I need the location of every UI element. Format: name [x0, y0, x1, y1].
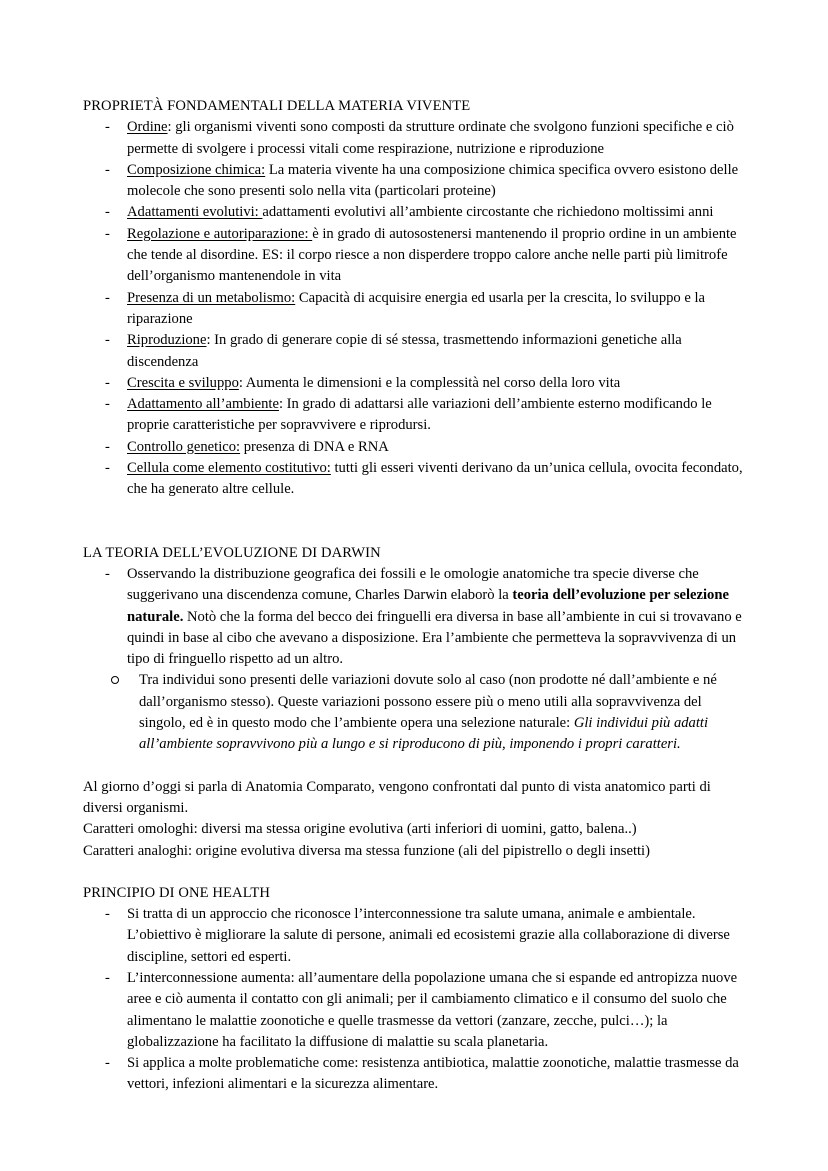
- list-item: [83, 437, 750, 458]
- bullet-dash-icon: -: [105, 438, 110, 455]
- paragraph-anatomia-comparato: Al giorno d’oggi si parla di Anatomia Comparato, vengono confrontati dal punto di vista anatomico parti di diversi organismi.: [83, 778, 711, 816]
- bullet-dash-icon: -: [105, 565, 110, 582]
- list-item: [83, 394, 750, 437]
- bullet-dash-icon: -: [105, 906, 110, 923]
- list-item-term: Crescita e sviluppo: [127, 374, 239, 391]
- document-content: [83, 96, 750, 1096]
- list-item-body: presenza di DNA e RNA: [240, 438, 389, 455]
- list-item-term: Adattamenti evolutivi:: [127, 204, 263, 221]
- list-item: [83, 224, 750, 288]
- list-item: [83, 330, 750, 373]
- list-principio-one-health: [83, 904, 750, 1096]
- list-item-body: : Aumenta le dimensioni e la complessità nel corso della loro vita: [238, 374, 621, 391]
- bullet-dash-icon: -: [105, 374, 110, 391]
- list-proprieta-fondamentali: [83, 117, 750, 500]
- list-item: [83, 373, 750, 394]
- list-item: [83, 968, 750, 1053]
- bullet-dash-icon: -: [105, 225, 110, 242]
- list-teoria-darwin: [83, 564, 750, 670]
- list-item-body: è in grado di autosostenersi mantenendo il proprio ordine in un ambiente che tende al disordine. ES: il corpo riesce a non disperdere troppo calore anche nelle parti più limitrofe dell’organismo mantenendole in vita: [127, 225, 737, 285]
- section-spacer: [83, 862, 750, 883]
- sublist-text-part1: Tra individui sono presenti delle variazioni dovute solo al caso (non prodotte né dall’ambiente e né dall’organismo stesso). Queste variazioni possono essere più o meno utili alla sopravvivenza del singolo, ed è in questo modo che l’ambiente opera una selezione naturale:: [139, 672, 717, 732]
- list-item: [83, 160, 750, 203]
- list-item: [83, 564, 750, 670]
- bullet-dash-icon: -: [105, 460, 110, 477]
- list-item: [83, 202, 750, 223]
- section-heading-principio-one-health: PRINCIPIO DI ONE HEALTH: [83, 884, 271, 901]
- list-item-body: : gli organismi viventi sono composti da strutture ordinate che svolgono funzioni specifiche e ciò permette di svolgere i processi vitali come respirazione, nutrizione e riproduzione: [127, 119, 734, 157]
- list-item-body: Si applica a molte problematiche come: resistenza antibiotica, malattie zoonotiche, malattie trasmesse da vettori, infezioni alimentari e la sicurezza alimentare.: [127, 1055, 739, 1093]
- darwin-text-bold: teoria dell’evoluzione per selezione naturale.: [127, 587, 729, 625]
- list-item: [83, 1053, 750, 1096]
- paragraph-caratteri-analoghi: Caratteri analoghi: origine evolutiva diversa ma stessa funzione (ali del pipistrello o degli insetti): [83, 842, 650, 859]
- list-item-body: Si tratta di un approccio che riconosce l’interconnessione tra salute umana, animale e ambientale. L’obiettivo è migliorare la salute di persone, animali ed ecosistemi grazie alla collaborazione di diverse discipline, settori ed esperti.: [127, 906, 730, 965]
- section-spacer: [83, 501, 750, 543]
- list-item-body: La materia vivente ha una composizione chimica specifica ovvero esistono delle molecole che sono presenti solo nella vita (particolari proteine): [127, 161, 739, 200]
- bullet-dash-icon: -: [105, 289, 110, 306]
- sublist-darwin-variazioni: [83, 670, 750, 755]
- list-item-term: Ordine: [127, 119, 168, 136]
- sublist-text-italic: Gli individui più adatti all’ambiente sopravvivono più a lungo e si riproducono di più, imponendo i propri caratteri.: [139, 715, 709, 753]
- list-item: [83, 458, 750, 501]
- sublist-item: [83, 670, 750, 755]
- paragraph-caratteri-omologhi: Caratteri omologhi: diversi ma stessa origine evolutiva (arti inferiori di uomini, gatto, balena..): [83, 821, 637, 838]
- list-item-body: : In grado di generare copie di sé stessa, trasmettendo informazioni genetiche alla discendenza: [127, 332, 682, 370]
- list-item-term: Cellula come elemento costitutivo:: [127, 460, 331, 477]
- bullet-circle-icon: [111, 670, 119, 691]
- list-item-body: tutti gli esseri viventi derivano da un’unica cellula, ovocita fecondato, che ha generato altre cellule.: [127, 460, 743, 498]
- list-item: [83, 904, 750, 968]
- list-item-term: Presenza di un metabolismo:: [127, 289, 296, 306]
- bullet-dash-icon: -: [105, 969, 110, 986]
- list-item-term: Regolazione e autoriparazione:: [127, 225, 313, 242]
- bullet-dash-icon: -: [105, 204, 110, 221]
- list-item-term: Controllo genetico:: [127, 438, 241, 455]
- list-item-body: Capacità di acquisire energia ed usarla per la crescita, lo sviluppo e la riparazione: [127, 289, 706, 327]
- paragraph-spacer: [83, 756, 750, 777]
- list-item-term: Composizione chimica:: [127, 161, 266, 178]
- bullet-dash-icon: -: [105, 396, 110, 413]
- bullet-dash-icon: -: [105, 1055, 110, 1072]
- list-item-body: L’interconnessione aumenta: all’aumentare della popolazione umana che si espande ed antropizza nuove aree e ciò aumenta il contatto con gli animali; per il cambiamento climatico e il consumo del suolo che alimentano le malattie zoonotiche e quelle trasmesse da vettori (zanzare, zecche, pulci…); la globalizzazione ha facilitato la diffusione di malattie su scala planetaria.: [127, 969, 738, 1050]
- list-item: [83, 288, 750, 331]
- bullet-dash-icon: -: [105, 161, 110, 178]
- section-heading-teoria-darwin: LA TEORIA DELL’EVOLUZIONE DI DARWIN: [83, 544, 381, 561]
- list-item: [83, 117, 750, 160]
- section-heading-proprieta-fondamentali: PROPRIETÀ FONDAMENTALI DELLA MATERIA VIVENTE: [83, 98, 471, 114]
- list-item-body: adattamenti evolutivi all’ambiente circostante che richiedono moltissimi anni: [262, 204, 714, 221]
- list-item-body: : In grado di adattarsi alle variazioni dell’ambiente esterno modificando le proprie caratteristiche per sopravvivere e riprodursi.: [127, 396, 712, 434]
- darwin-text-part2: Notò che la forma del becco dei fringuelli era diversa in base all’ambiente in cui si trovavano e quindi in base al cibo che avevano a disposizione. Era l’ambiente che permetteva la sopravvivenza di un tipo di fringuello rispetto ad un altro.: [127, 608, 742, 668]
- bullet-dash-icon: -: [105, 332, 110, 349]
- list-item-term: Riproduzione: [127, 332, 207, 349]
- darwin-text-part1: Osservando la distribuzione geografica dei fossili e le omologie anatomiche tra specie diverse che suggerivano una discendenza comune, Charles Darwin elaborò la: [127, 565, 699, 604]
- list-item-term: Adattamento all’ambiente: [127, 396, 279, 413]
- bullet-dash-icon: -: [105, 119, 110, 136]
